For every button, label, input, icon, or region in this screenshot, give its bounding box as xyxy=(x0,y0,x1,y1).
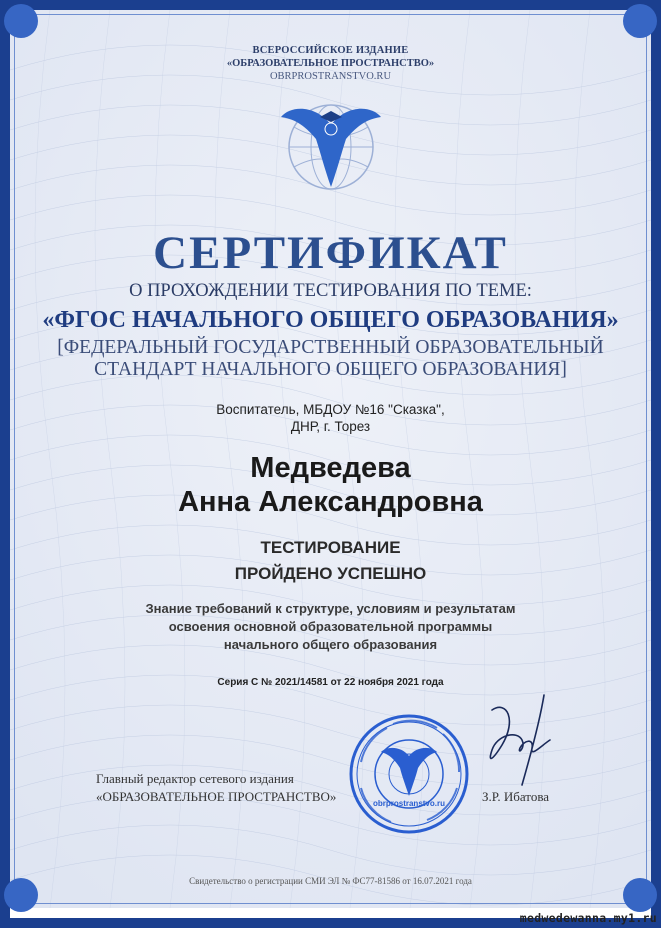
topic-expansion-line1: [ФЕДЕРАЛЬНЫЙ ГОСУДАРСТВЕННЫЙ ОБРАЗОВАТЕЛЬНЫЙ xyxy=(57,337,604,358)
site-watermark: medwedewanna.my1.ru xyxy=(519,911,657,925)
registration-notice: Свидетельство о регистрации СМИ ЭЛ № ФС77-81586 от 16.07.2021 года xyxy=(189,876,472,886)
dove-globe-logo-icon xyxy=(276,95,386,195)
topic-expansion-line2: СТАНДАРТ НАЧАЛЬНОГО ОБЩЕГО ОБРАЗОВАНИЯ] xyxy=(94,359,567,380)
signature-icon xyxy=(462,690,562,790)
corner-ornament-top-right xyxy=(623,4,657,38)
recipient-position-line1: Воспитатель, МБДОУ №16 "Сказка", xyxy=(216,402,445,417)
publisher-line1: ВСЕРОССИЙСКОЕ ИЗДАНИЕ xyxy=(252,45,409,56)
signer-name: З.Р. Ибатова xyxy=(482,789,550,804)
recipient-given-names: Анна Александровна xyxy=(178,486,483,518)
recipient-surname: Медведева xyxy=(250,452,411,484)
publisher-line2: «ОБРАЗОВАТЕЛЬНОЕ ПРОСТРАНСТВО» xyxy=(226,58,435,69)
series-number: Серия С № 2021/14581 от 22 ноября 2021 года xyxy=(217,677,444,688)
recipient-position-line2: ДНР, г. Торез xyxy=(290,419,371,434)
publisher-website: OBRPROSTRANSTVO.RU xyxy=(269,71,392,82)
seal-website: obrprostranstvo.ru xyxy=(372,799,446,808)
editor-title-line1: Главный редактор сетевого издания xyxy=(96,771,294,786)
description-line3: начального общего образования xyxy=(223,637,438,652)
corner-ornament-top-left xyxy=(4,4,38,38)
official-seal-icon xyxy=(347,712,472,837)
description-line2: освоения основной образовательной программы xyxy=(168,619,493,634)
result-line1: ТЕСТИРОВАНИЕ xyxy=(260,538,401,557)
certificate-title: СЕРТИФИКАТ xyxy=(153,227,508,279)
subtitle-line1: О ПРОХОЖДЕНИИ ТЕСТИРОВАНИЯ ПО ТЕМЕ: xyxy=(129,281,532,301)
description-line1: Знание требований к структуре, условиям и результатам xyxy=(145,601,516,616)
result-line2: ПРОЙДЕНО УСПЕШНО xyxy=(234,564,427,583)
editor-title-line2: «ОБРАЗОВАТЕЛЬНОЕ ПРОСТРАНСТВО» xyxy=(96,789,337,804)
topic-title: «ФГОС НАЧАЛЬНОГО ОБЩЕГО ОБРАЗОВАНИЯ» xyxy=(42,307,619,333)
